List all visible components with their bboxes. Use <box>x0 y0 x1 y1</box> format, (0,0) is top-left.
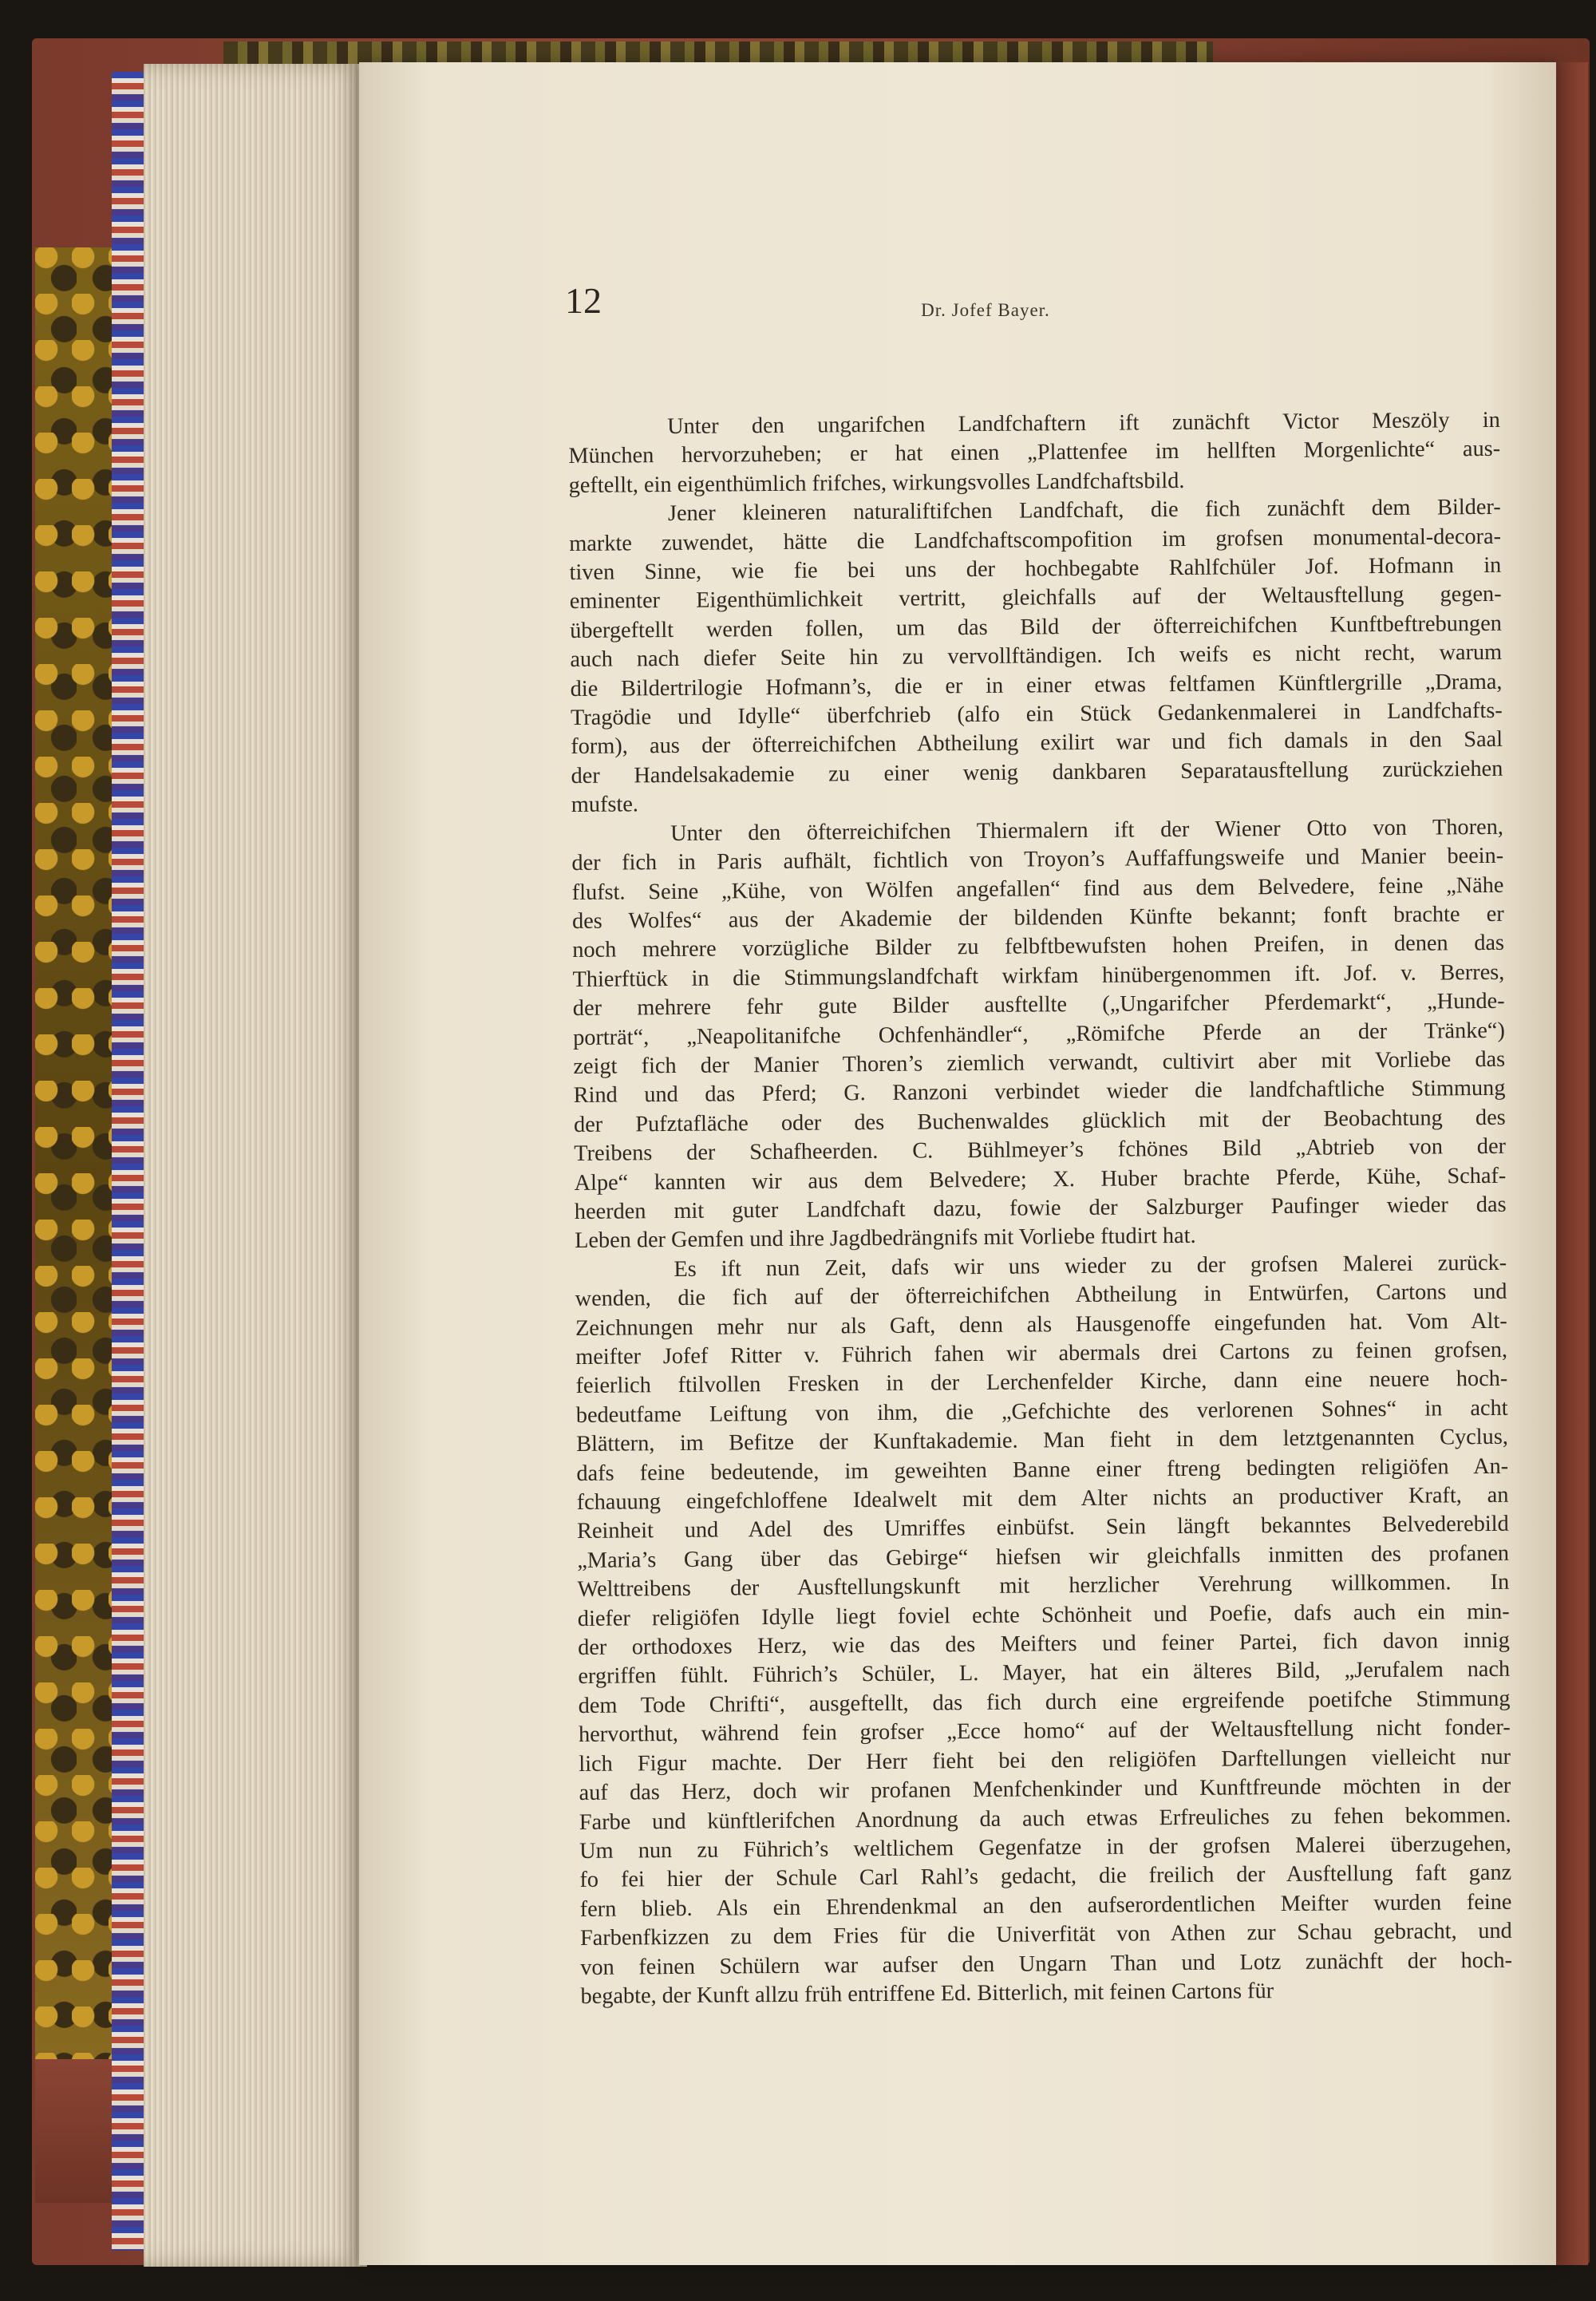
text-line: geftellt, ein eigenthümlich frifches, wirkungsvolles Landfchaftsbild. <box>568 468 1185 498</box>
text-line: „Maria’s Gang über das Gebirge“ hiefsen wir gleichfalls inmitten des profanen <box>577 1540 1510 1573</box>
marbled-cover-spine <box>35 247 121 2099</box>
text-line: Reinheit und Adel des Umriffes einbüfst. Sein längft bekanntes Belvederebild <box>576 1512 1509 1544</box>
text-line: eminenter Eigenthümlichkeit vertritt, gleichfalls auf der Weltausftellung gegen- <box>569 582 1502 615</box>
text-line: fo fei hier der Schule Carl Rahl’s gedacht, die freilich der Ausftellung faft ganz <box>579 1860 1512 1893</box>
text-line: Leben der Gemfen und ihre Jagdbedrängnifs mit Vorliebe ftudirt hat. <box>575 1224 1196 1254</box>
text-line: Rind und das Pferd; G. Ranzoni verbindet wieder die landfchaftliche Stimmung <box>573 1076 1506 1109</box>
text-line: fchauung eingefchloffene Idealwelt mit dem Alter nichts an productiver Kraft, an <box>576 1482 1509 1515</box>
page-stack-edges <box>144 64 367 2267</box>
paragraph <box>569 493 1503 820</box>
text-line: Alpe“ kannten wir aus dem Belvedere; X. Huber brachte Pferde, Kühe, Schaf- <box>574 1163 1507 1196</box>
cover-corner <box>35 2059 121 2203</box>
text-line: ergriffen fühlt. Führich’s Schüler, L. Mayer, hat ein älteres Bild, „Jerufalem nach <box>578 1657 1511 1690</box>
text-line: der Handelsakademie zu einer wenig dankbaren Separatausftellung zurückziehen <box>571 756 1503 789</box>
text-line: noch mehrere vorzügliche Bilder zu felbftbewufsten hohen Preifen, in denen das <box>572 931 1505 963</box>
text-line: porträt“, „Neapolitanifche Ochfenhändler“, „Römifche Pferde an der Tränke“) <box>573 1018 1505 1050</box>
body-text <box>568 406 1513 2011</box>
running-head: Dr. Jofef Bayer. <box>921 300 1050 320</box>
text-line: Unter den öfterreichifchen Thiermalern ift der Wiener Otto von Thoren, <box>670 814 1503 846</box>
text-line: begabte, der Kunft allzu früh entriffene Ed. Bitterlich, mit feinen Cartons für <box>580 1979 1274 2009</box>
text-line: diefer religiöfen Idylle liegt foviel echte Schönheit und Poefie, dafs auch ein min- <box>577 1599 1510 1631</box>
text-line: zeigt fich der Manier Thoren’s ziemlich verwandt, cultivirt aber mit Vorliebe das <box>573 1046 1506 1079</box>
text-line: fern blieb. Als ein Ehrendenkmal an den aufserordentlichen Meifter wurden feine <box>579 1889 1512 1922</box>
text-line: Es ift nun Zeit, dafs wir uns wieder zu der grofsen Malerei zurück- <box>674 1250 1507 1282</box>
text-line: der mehrere fehr gute Bilder ausftellte („Ungarifcher Pferdemarkt“, „Hunde- <box>572 988 1505 1022</box>
text-line: der fich in Paris aufhält, fichtlich von Troyon’s Auffaffungsweife und Manier beein- <box>571 843 1504 876</box>
text-line: des Wolfes“ aus der Akademie der bildenden Künfte bekannt; fonft brachte er <box>571 901 1504 934</box>
cover-board-right <box>1553 62 1588 2265</box>
text-line: heerden mit guter Landfchaft dazu, fowie der Salzburger Paufinger wieder das <box>574 1192 1507 1224</box>
text-line: Thierftück in die Stimmungslandfchaft wirkfam hinübergenommen ift. Jof. v. Berres, <box>572 959 1505 992</box>
text-line: markte zuwendet, hätte die Landfchaftscompofition im grofsen monumental-decora- <box>569 524 1502 556</box>
text-line: mufste. <box>571 792 639 818</box>
text-line: wenden, die fich auf der öfterreichifchen Abtheilung in Entwürfen, Cartons und <box>575 1279 1507 1312</box>
text-line: dem Tode Chrifti“, ausgeftellt, das fich durch eine ergreifende poetifche Stimmung <box>578 1686 1511 1718</box>
text-line: Farbenfkizzen zu dem Fries für die Univerfität von Athen zur Schau gebracht, und <box>579 1918 1512 1951</box>
paragraph <box>571 812 1507 1255</box>
text-line: dafs feine bedeutende, im geweihten Banne einer ftreng bedingten religiöfen An- <box>576 1453 1509 1486</box>
text-line: tiven Sinne, wie fie bei uns der hochbegabte Rahlfchüler Jof. Hofmann in <box>569 552 1502 586</box>
text-line: auf das Herz, doch wir profanen Menfchenkinder und Kunftfreunde möchten in der <box>579 1773 1511 1806</box>
text-line: Blättern, im Befitze der Kunftakademie. Man fieht in dem letztgenannten Cyclus, <box>576 1425 1508 1457</box>
text-line: lich Figur machte. Der Herr fieht bei den religiöfen Darftellungen vielleicht nur <box>579 1744 1511 1777</box>
text-line: München hervorzuheben; er hat einen „Plattenfee im hellften Morgenlichte“ aus- <box>568 437 1501 469</box>
text-line: Zeichnungen mehr nur als Gaft, denn als Hausgenoffe eingefunden hat. Vom Alt- <box>575 1308 1507 1341</box>
text-line: bedeutfame Leiftung von ihm, die „Gefchichte des verlorenen Sohnes“ in acht <box>575 1395 1508 1428</box>
text-line: die Bildertrilogie Hofmann’s, die er in einer etwas feltfamen Künftlergrille „Drama, <box>570 669 1503 702</box>
paragraph <box>575 1249 1512 2012</box>
book-page <box>359 62 1556 2265</box>
paragraph <box>568 406 1501 500</box>
text-line: feierlich ftilvollen Fresken in der Lerchenfelder Kirche, dann eine neuere hoch- <box>575 1366 1508 1399</box>
text-line: übergeftellt werden follen, um das Bild der öfterreichifchen Kunftbeftrebungen <box>570 611 1502 643</box>
text-line: auch nach diefer Seite hin zu vervollftändigen. Ich weifs es nicht recht, warum <box>570 640 1503 673</box>
text-line: Welttreibens der Ausftellungskunft mit herzlicher Verehrung willkommen. In <box>577 1570 1510 1603</box>
text-line: flufst. Seine „Kühe, von Wölfen angefallen“ find aus dem Belvedere, feine „Nähe <box>571 872 1504 905</box>
text-line: form), aus der öfterreichifchen Abtheilung exilirt war und fich damals in den Saal <box>571 727 1503 760</box>
text-line: der Pufztafläche oder des Buchenwaldes glücklich mit der Beobachtung des <box>573 1105 1506 1137</box>
page-number: 12 <box>565 280 602 321</box>
text-line: Jener kleineren naturaliftifchen Landfchaft, die fich zunächft dem Bilder- <box>667 495 1501 527</box>
marbled-endpaper <box>112 72 144 2251</box>
text-line: Um nun zu Führich’s weltlichem Gegenfatze in der grofsen Malerei überzugehen, <box>579 1831 1511 1864</box>
text-line: Farbe und künftlerifchen Anordnung da auch etwas Erfreuliches zu fehen bekommen. <box>579 1802 1511 1835</box>
text-line: Unter den ungarifchen Landfchaftern ift zunächft Victor Meszöly in <box>667 407 1500 440</box>
text-line: Treibens der Schafheerden. C. Bühlmeyer’s fchönes Bild „Abtrieb von der <box>574 1133 1507 1167</box>
text-line: der orthodoxes Herz, wie das des Meifters und feiner Partei, fich davon innig <box>578 1627 1510 1661</box>
text-line: Tragödie und Idylle“ überfchrieb (alfo ein Stück Gedankenmalerei in Landfchafts- <box>570 698 1503 731</box>
text-line: von feinen Schülern war aufser den Ungarn Than und Lotz zunächft der hoch- <box>580 1947 1513 1980</box>
text-line: hervorthut, während fein grofser „Ecce homo“ auf der Weltausftellung nicht fonder- <box>578 1715 1511 1748</box>
text-line: meifter Jofef Ritter v. Führich fahen wir abermals drei Cartons zu feinen grofsen, <box>575 1337 1508 1370</box>
